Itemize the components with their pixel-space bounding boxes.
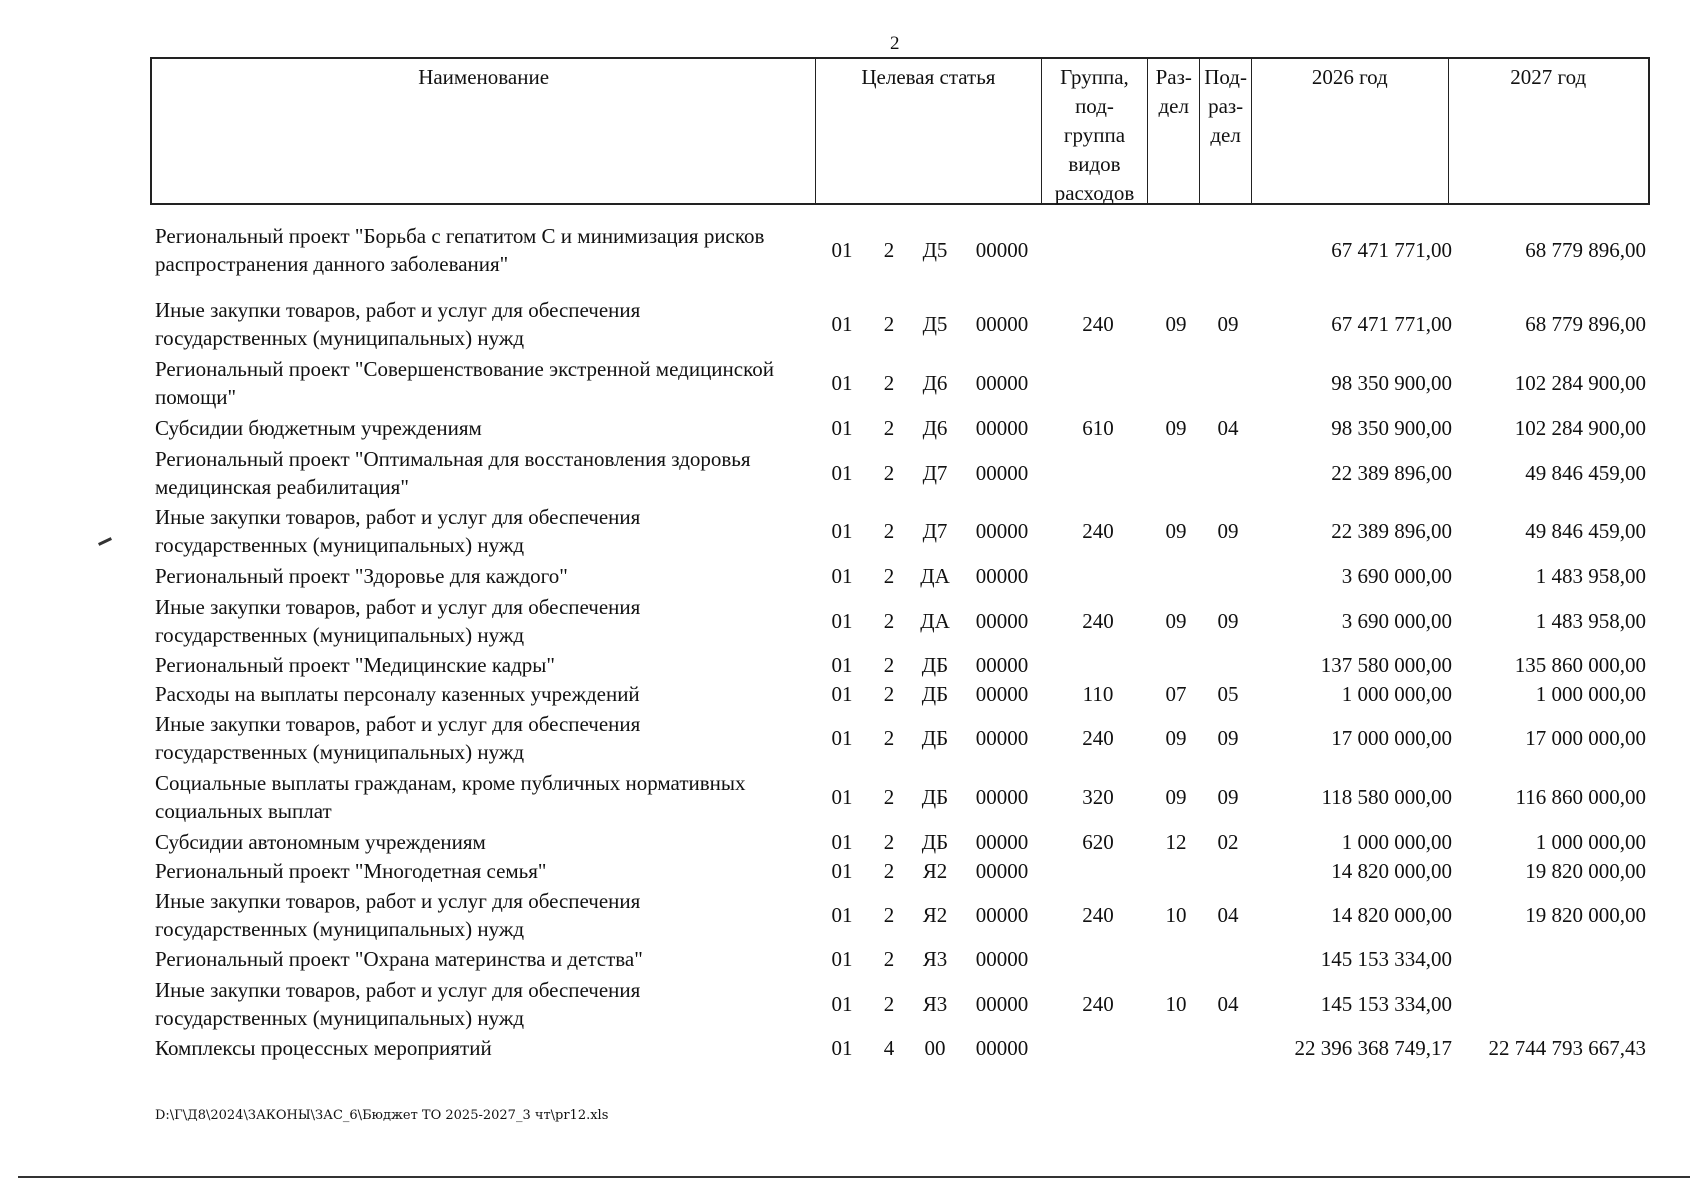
amount-2026: 3 690 000,00 — [1341, 564, 1452, 588]
row-name: Иные закупки товаров, работ и услуг для обеспечения государственных (муниципальных) нужд — [155, 712, 641, 764]
header-name: Наименование — [152, 59, 816, 203]
target-program: 01 — [831, 785, 853, 809]
target-direction: 00000 — [975, 519, 1029, 543]
row-name: Региональный проект "Оптимальная для восстановления здоровья медицинская реабилитация" — [155, 447, 751, 499]
table-row — [150, 857, 1650, 885]
subsection: 09 — [1217, 726, 1239, 750]
table-row — [150, 1034, 1650, 1062]
target-subprogram: 2 — [883, 416, 895, 440]
target-subprogram: 2 — [883, 947, 895, 971]
section: 09 — [1165, 726, 1187, 750]
target-project: Д5 — [922, 238, 948, 262]
target-direction: 00000 — [975, 416, 1029, 440]
subsection: 09 — [1217, 519, 1239, 543]
target-project: ДБ — [921, 785, 949, 809]
amount-2026: 1 000 000,00 — [1341, 830, 1452, 854]
expense-group: 240 — [1082, 609, 1114, 633]
target-subprogram: 2 — [883, 461, 895, 485]
header-year-2027: 2027 год — [1510, 65, 1587, 89]
subsection: 09 — [1217, 609, 1239, 633]
target-program: 01 — [831, 1036, 853, 1060]
section: 07 — [1165, 682, 1187, 706]
amount-2026: 22 389 896,00 — [1331, 461, 1452, 485]
row-name: Иные закупки товаров, работ и услуг для обеспечения государственных (муниципальных) нужд — [155, 298, 641, 350]
section: 10 — [1165, 992, 1187, 1016]
target-subprogram: 2 — [883, 992, 895, 1016]
target-program: 01 — [831, 416, 853, 440]
target-subprogram: 2 — [883, 830, 895, 854]
target-project: ДБ — [921, 682, 949, 706]
row-name: Иные закупки товаров, работ и услуг для обеспечения государственных (муниципальных) нужд — [155, 595, 641, 647]
amount-2026: 1 000 000,00 — [1341, 682, 1452, 706]
table-row — [150, 296, 1650, 352]
amount-2027: 19 820 000,00 — [1525, 859, 1646, 883]
row-name: Региональный проект "Охрана материнства и детства" — [155, 947, 643, 971]
table-row — [150, 414, 1650, 442]
amount-2026: 22 396 368 749,17 — [1294, 1036, 1452, 1060]
header-expense-group: Группа, под- группа видов расходов — [1042, 59, 1149, 203]
amount-2027: 1 483 958,00 — [1535, 564, 1646, 588]
target-direction: 00000 — [975, 726, 1029, 750]
expense-group: 320 — [1082, 785, 1114, 809]
section: 10 — [1165, 903, 1187, 927]
subsection: 04 — [1217, 992, 1239, 1016]
table-row — [150, 887, 1650, 943]
amount-2026: 98 350 900,00 — [1331, 371, 1452, 395]
amount-2027: 49 846 459,00 — [1525, 461, 1646, 485]
section: 09 — [1165, 312, 1187, 336]
target-program: 01 — [831, 238, 853, 262]
page-bottom-rule — [18, 1176, 1690, 1178]
table-row — [150, 651, 1650, 679]
target-subprogram: 2 — [883, 653, 895, 677]
table-row — [150, 828, 1650, 856]
target-subprogram: 2 — [883, 609, 895, 633]
header-target-article: Целевая статья — [816, 59, 1041, 203]
row-name: Региональный проект "Здоровье для каждого" — [155, 564, 568, 588]
target-project: Я2 — [922, 859, 948, 883]
section: 09 — [1165, 519, 1187, 543]
amount-2027: 68 779 896,00 — [1525, 238, 1646, 262]
table-row — [150, 680, 1650, 708]
row-name: Иные закупки товаров, работ и услуг для обеспечения государственных (муниципальных) нужд — [155, 505, 641, 557]
section: 09 — [1165, 609, 1187, 633]
target-program: 01 — [831, 830, 853, 854]
amount-2026: 14 820 000,00 — [1331, 903, 1452, 927]
target-project: Д6 — [922, 416, 948, 440]
expense-group: 240 — [1082, 726, 1114, 750]
target-project: ДА — [920, 564, 950, 588]
target-program: 01 — [831, 371, 853, 395]
section: 12 — [1165, 830, 1187, 854]
amount-2026: 145 153 334,00 — [1320, 992, 1452, 1016]
target-direction: 00000 — [975, 609, 1029, 633]
target-direction: 00000 — [975, 947, 1029, 971]
header-section: Раз- дел — [1148, 59, 1200, 203]
amount-2026: 145 153 334,00 — [1320, 947, 1452, 971]
target-subprogram: 2 — [883, 371, 895, 395]
amount-2027: 102 284 900,00 — [1514, 371, 1646, 395]
amount-2027: 19 820 000,00 — [1525, 903, 1646, 927]
target-project: ДБ — [921, 830, 949, 854]
margin-pen-mark — [98, 537, 112, 546]
table-row — [150, 355, 1650, 411]
expense-group: 610 — [1082, 416, 1114, 440]
subsection: 02 — [1217, 830, 1239, 854]
target-program: 01 — [831, 461, 853, 485]
target-direction: 00000 — [975, 312, 1029, 336]
target-subprogram: 2 — [883, 682, 895, 706]
target-program: 01 — [831, 992, 853, 1016]
target-direction: 00000 — [975, 461, 1029, 485]
target-project: ДБ — [921, 653, 949, 677]
target-program: 01 — [831, 519, 853, 543]
target-direction: 00000 — [975, 371, 1029, 395]
target-program: 01 — [831, 903, 853, 927]
header-year-2026: 2026 год — [1252, 59, 1448, 203]
target-project: Д5 — [922, 312, 948, 336]
subsection: 04 — [1217, 903, 1239, 927]
expense-group: 240 — [1082, 312, 1114, 336]
subsection: 09 — [1217, 785, 1239, 809]
target-direction: 00000 — [975, 830, 1029, 854]
table-row — [150, 562, 1650, 590]
amount-2027: 68 779 896,00 — [1525, 312, 1646, 336]
target-subprogram: 2 — [883, 903, 895, 927]
target-subprogram: 2 — [883, 726, 895, 750]
row-name: Субсидии автономным учреждениям — [155, 830, 486, 854]
target-direction: 00000 — [975, 992, 1029, 1016]
target-subprogram: 2 — [883, 859, 895, 883]
target-program: 01 — [831, 947, 853, 971]
row-name: Иные закупки товаров, работ и услуг для обеспечения государственных (муниципальных) нужд — [155, 978, 641, 1030]
target-subprogram: 2 — [883, 238, 895, 262]
target-direction: 00000 — [975, 653, 1029, 677]
amount-2027: 135 860 000,00 — [1514, 653, 1646, 677]
row-name: Региональный проект "Совершенствование экстренной медицинской помощи" — [155, 357, 774, 409]
target-program: 01 — [831, 609, 853, 633]
expense-group: 110 — [1082, 682, 1114, 706]
target-project: 00 — [924, 1036, 946, 1060]
amount-2026: 98 350 900,00 — [1331, 416, 1452, 440]
row-name: Социальные выплаты гражданам, кроме публичных нормативных социальных выплат — [155, 771, 746, 823]
target-project: Д7 — [922, 519, 948, 543]
amount-2027: 22 744 793 667,43 — [1488, 1036, 1646, 1060]
target-subprogram: 2 — [883, 785, 895, 809]
amount-2026: 67 471 771,00 — [1331, 238, 1452, 262]
target-direction: 00000 — [975, 564, 1029, 588]
amount-2026: 137 580 000,00 — [1320, 653, 1452, 677]
row-name: Иные закупки товаров, работ и услуг для обеспечения государственных (муниципальных) нужд — [155, 889, 641, 941]
amount-2026: 3 690 000,00 — [1341, 609, 1452, 633]
table-row — [150, 976, 1650, 1032]
amount-2026: 22 389 896,00 — [1331, 519, 1452, 543]
row-name: Расходы на выплаты персоналу казенных учреждений — [155, 682, 640, 706]
row-name: Субсидии бюджетным учреждениям — [155, 416, 482, 440]
amount-2027: 1 000 000,00 — [1535, 830, 1646, 854]
amount-2026: 118 580 000,00 — [1321, 785, 1452, 809]
subsection: 05 — [1217, 682, 1239, 706]
section: 09 — [1165, 416, 1187, 440]
amount-2027: 1 483 958,00 — [1535, 609, 1646, 633]
row-name: Региональный проект "Медицинские кадры" — [155, 653, 555, 677]
target-project: Я3 — [922, 947, 948, 971]
target-project: Д6 — [922, 371, 948, 395]
target-subprogram: 2 — [883, 312, 895, 336]
amount-2027: 1 000 000,00 — [1535, 682, 1646, 706]
amount-2027: 102 284 900,00 — [1514, 416, 1646, 440]
target-program: 01 — [831, 312, 853, 336]
expense-group: 620 — [1082, 830, 1114, 854]
table-row — [150, 769, 1650, 825]
expense-group: 240 — [1082, 903, 1114, 927]
target-subprogram: 2 — [883, 564, 895, 588]
footer-file-path: D:\Г\Д8\2024\ЗАКОНЫ\ЗАС_6\Бюджет ТО 2025-2027_3 чт\pr12.xls — [155, 1108, 609, 1123]
target-project: Я2 — [922, 903, 948, 927]
table-row — [150, 710, 1650, 766]
target-program: 01 — [831, 726, 853, 750]
target-direction: 00000 — [975, 785, 1029, 809]
target-direction: 00000 — [975, 238, 1029, 262]
table-row — [150, 945, 1650, 973]
target-subprogram: 2 — [883, 519, 895, 543]
table-row — [150, 222, 1650, 278]
target-subprogram: 4 — [883, 1036, 895, 1060]
amount-2026: 67 471 771,00 — [1331, 312, 1452, 336]
amount-2027: 116 860 000,00 — [1515, 785, 1646, 809]
target-project: Д7 — [922, 461, 948, 485]
row-name: Региональный проект "Борьба с гепатитом С и минимизация рисков распространения данного заболевания" — [155, 224, 765, 276]
target-program: 01 — [831, 564, 853, 588]
row-name: Региональный проект "Многодетная семья" — [155, 859, 547, 883]
target-program: 01 — [831, 653, 853, 677]
subsection: 04 — [1217, 416, 1239, 440]
row-name: Комплексы процессных мероприятий — [155, 1036, 492, 1060]
target-direction: 00000 — [975, 859, 1029, 883]
section: 09 — [1165, 785, 1187, 809]
table-row — [150, 445, 1650, 501]
target-direction: 00000 — [975, 903, 1029, 927]
table-row — [150, 503, 1650, 559]
amount-2026: 14 820 000,00 — [1331, 859, 1452, 883]
target-project: ДА — [920, 609, 950, 633]
expense-group: 240 — [1082, 992, 1114, 1016]
page-number: 2 — [890, 33, 900, 54]
subsection: 09 — [1217, 312, 1239, 336]
target-direction: 00000 — [975, 682, 1029, 706]
target-program: 01 — [831, 859, 853, 883]
table-row — [150, 593, 1650, 649]
target-direction: 00000 — [975, 1036, 1029, 1060]
target-project: ДБ — [921, 726, 949, 750]
amount-2027: 17 000 000,00 — [1525, 726, 1646, 750]
table-header — [150, 57, 1650, 205]
target-project: Я3 — [922, 992, 948, 1016]
amount-2027: 49 846 459,00 — [1525, 519, 1646, 543]
amount-2026: 17 000 000,00 — [1331, 726, 1452, 750]
expense-group: 240 — [1082, 519, 1114, 543]
header-subsection: Под- раз- дел — [1200, 59, 1252, 203]
target-program: 01 — [831, 682, 853, 706]
